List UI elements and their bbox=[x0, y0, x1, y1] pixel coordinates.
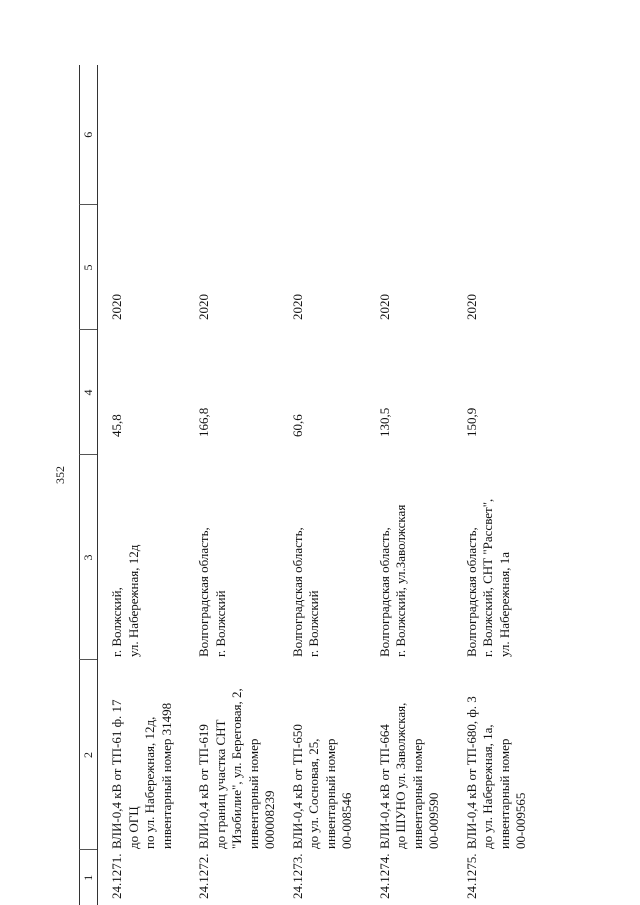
name-line: инвентарный номер 31498 bbox=[158, 702, 174, 849]
object-location bbox=[453, 455, 540, 660]
name-line: 000008239 bbox=[262, 790, 277, 849]
table-row bbox=[98, 65, 186, 905]
object-year: 2020 bbox=[109, 294, 124, 320]
name-line: 00-009590 bbox=[426, 792, 441, 849]
location-line: г. Волжский bbox=[306, 590, 321, 657]
name-line: инвентарный номер bbox=[322, 738, 338, 849]
object-name bbox=[453, 660, 540, 850]
object-note bbox=[453, 65, 540, 205]
object-name bbox=[185, 660, 279, 850]
name-line: ВЛИ-0,4 кВ от ТП-61 ф. 17 bbox=[109, 699, 124, 849]
location-line: г. Волжский, СНТ "Рассвет", bbox=[480, 498, 495, 657]
location-line: г. Волжский bbox=[212, 590, 228, 657]
row-number: 24.1271. bbox=[109, 853, 124, 899]
page-number: 352 bbox=[53, 466, 67, 484]
rotated-table-wrap bbox=[79, 65, 624, 905]
name-line: до ул. Набережная, 1а, bbox=[480, 724, 495, 849]
name-line: ВЛИ-0,4 кВ от ТП-680, ф. 3 bbox=[463, 696, 479, 849]
table-row bbox=[279, 65, 366, 905]
row-number: 24.1272. bbox=[196, 853, 211, 899]
location-line: Волгоградская область, bbox=[376, 527, 392, 657]
name-line: до ул. Сосновая, 25, bbox=[306, 738, 321, 849]
table-row bbox=[366, 65, 453, 905]
column-header: 3 bbox=[80, 455, 98, 660]
location-line: Волгоградская область, bbox=[196, 527, 211, 657]
name-line: инвентарный номер bbox=[496, 738, 512, 849]
object-note bbox=[185, 65, 279, 205]
location-line: Волгоградская область, bbox=[463, 527, 479, 657]
row-number: 24.1273. bbox=[289, 853, 305, 899]
name-line: 00-008546 bbox=[339, 792, 354, 849]
object-location bbox=[98, 455, 186, 660]
name-line: по ул. Набережная, 12д, bbox=[142, 716, 157, 849]
name-line: до ОГЦ bbox=[125, 806, 141, 849]
name-line: ВЛИ-0,4 кВ от ТП-664 bbox=[376, 724, 392, 849]
object-name bbox=[98, 660, 186, 850]
object-note bbox=[366, 65, 453, 205]
header-row bbox=[80, 65, 98, 905]
object-length: 166,8 bbox=[196, 407, 211, 437]
object-name bbox=[366, 660, 453, 850]
object-note bbox=[279, 65, 366, 205]
object-year: 2020 bbox=[376, 294, 392, 320]
table-row bbox=[453, 65, 540, 905]
object-location bbox=[366, 455, 453, 660]
object-year: 2020 bbox=[196, 294, 211, 320]
object-note bbox=[98, 65, 186, 205]
name-line: "Изобилие", ул. Береговая, 2, bbox=[229, 688, 244, 849]
column-header: 5 bbox=[80, 205, 98, 330]
name-line: 00-009565 bbox=[513, 792, 528, 849]
location-line: ул. Набережная, 12д bbox=[125, 544, 141, 657]
object-length: 60,6 bbox=[289, 414, 305, 437]
table-viewport bbox=[79, 65, 624, 905]
row-number: 24.1274. bbox=[376, 853, 392, 899]
location-line: ул. Набережная, 1а bbox=[496, 551, 512, 657]
table-row bbox=[185, 65, 279, 905]
column-header: 1 bbox=[80, 850, 98, 905]
object-length: 130,5 bbox=[376, 407, 392, 437]
name-line: до ШУНО ул. Заволжская, bbox=[393, 702, 408, 849]
location-line: г. Волжский, bbox=[109, 587, 124, 657]
name-line: ВЛИ-0,4 кВ от ТП-619 bbox=[196, 724, 211, 849]
column-header: 2 bbox=[80, 660, 98, 850]
object-name bbox=[279, 660, 366, 850]
location-line: г. Волжский, ул.Заволжская bbox=[393, 504, 408, 657]
column-header: 4 bbox=[80, 330, 98, 455]
object-year: 2020 bbox=[289, 294, 305, 320]
object-year: 2020 bbox=[463, 294, 479, 320]
object-length: 45,8 bbox=[109, 414, 124, 437]
objects-table bbox=[79, 65, 540, 905]
name-line: до границ участка СНТ bbox=[212, 719, 228, 849]
row-number: 24.1275. bbox=[463, 853, 479, 899]
name-line: инвентарный номер bbox=[409, 738, 425, 849]
column-header: 6 bbox=[80, 65, 98, 205]
object-location bbox=[279, 455, 366, 660]
location-line: Волгоградская область, bbox=[289, 527, 305, 657]
name-line: ВЛИ-0,4 кВ от ТП-650 bbox=[289, 724, 305, 849]
object-length: 150,9 bbox=[463, 407, 479, 437]
name-line: инвентарный номер bbox=[245, 738, 261, 849]
object-location bbox=[185, 455, 279, 660]
